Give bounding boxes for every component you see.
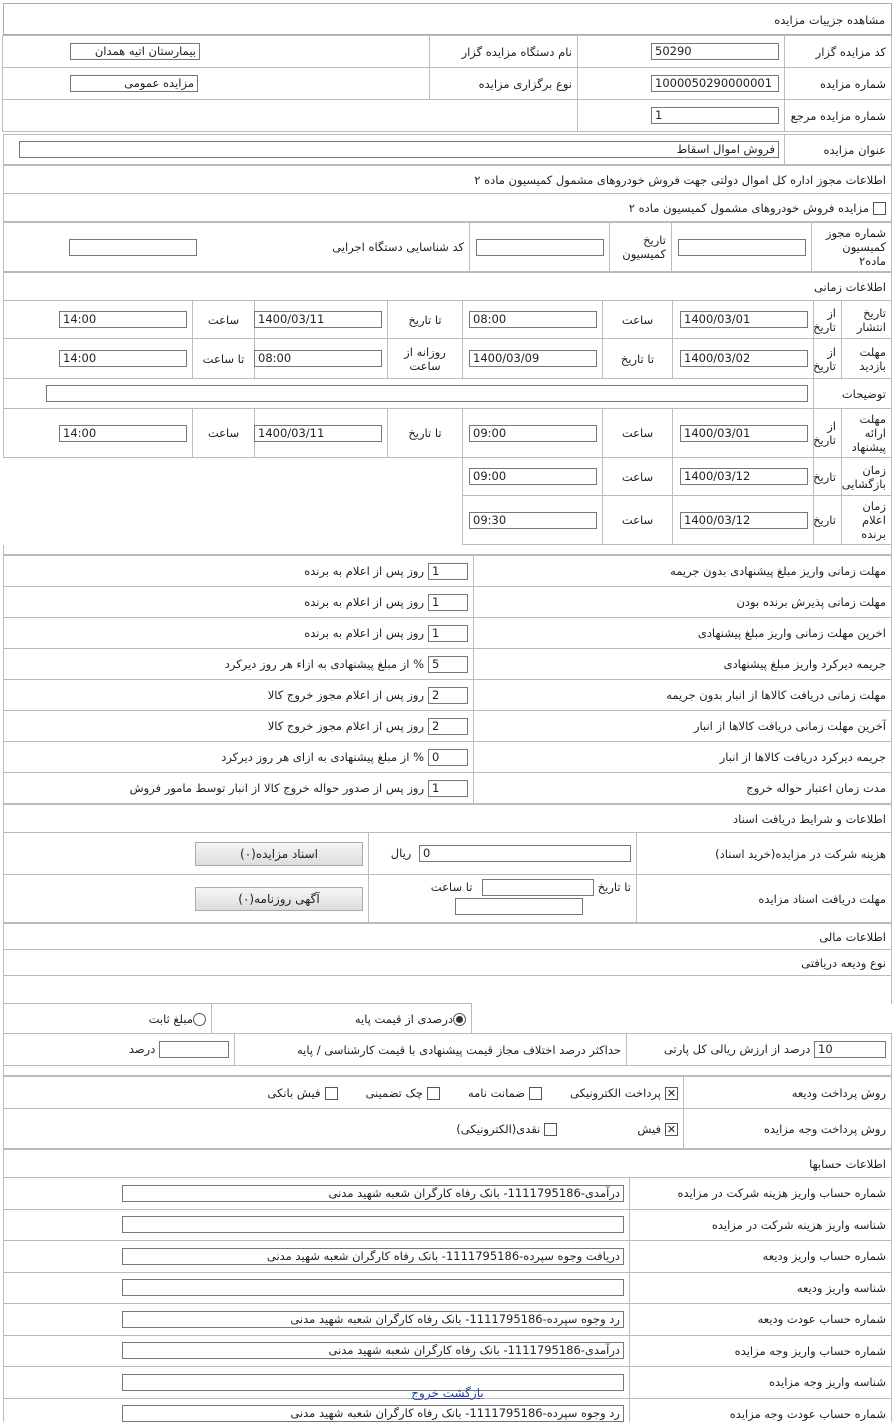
checkbox-icon[interactable] bbox=[544, 1123, 557, 1136]
visit-daily-label: روزانه از ساعت bbox=[388, 339, 463, 379]
visit-to-field[interactable]: 1400/03/09 bbox=[469, 350, 597, 367]
deadline-text: % از مبلغ پیشنهادی به ازاء هر روز دیرکرد bbox=[224, 656, 424, 671]
deadline-field[interactable]: 2 bbox=[428, 718, 468, 735]
winner-date-field[interactable]: 1400/03/12 bbox=[680, 512, 808, 529]
payment-option[interactable] bbox=[267, 1086, 337, 1100]
deadline-label: مهلت زمانی دریافت کالاها از انبار بدون جریمه bbox=[474, 680, 892, 711]
deadline-row bbox=[4, 711, 892, 742]
publish-to-label: تا تاریخ bbox=[388, 301, 463, 339]
accounts-table bbox=[3, 1149, 892, 1422]
percent-table bbox=[3, 1033, 892, 1066]
deadline-text: روز پس از صدور حواله خروج کالا از انبار توسط مامور فروش bbox=[129, 780, 424, 795]
account-label: شناسه واریز هزینه شرکت در مزایده bbox=[630, 1209, 892, 1241]
organizer-label: نام دستگاه مزایده گزار bbox=[430, 36, 578, 68]
deadline-label: اخرین مهلت زمانی واریز مبلغ پیشنهادی bbox=[474, 618, 892, 649]
publish-time-field[interactable]: 08:00 bbox=[469, 311, 597, 328]
visit-to-time-label: تا ساعت bbox=[193, 339, 255, 379]
offer-time-field[interactable]: 09:00 bbox=[469, 425, 597, 442]
account-row bbox=[4, 1304, 892, 1336]
checkbox-icon[interactable] bbox=[325, 1087, 338, 1100]
publish-time2-field[interactable]: 14:00 bbox=[59, 311, 187, 328]
winner-label: زمان اعلام برنده bbox=[842, 496, 892, 545]
checkbox-icon[interactable] bbox=[427, 1087, 440, 1100]
publish-time-label: ساعت bbox=[603, 301, 673, 339]
payment-option-label: چک تضمینی bbox=[365, 1085, 423, 1100]
page-title: مشاهده جزییات مزایده bbox=[3, 3, 892, 35]
docs-table bbox=[3, 804, 892, 923]
visit-to-label: تا تاریخ bbox=[603, 339, 673, 379]
newspaper-ad-button[interactable]: آگهی روزنامه(۰) bbox=[195, 887, 363, 911]
description-field[interactable] bbox=[46, 385, 808, 402]
checkbox-icon[interactable]: ✕ bbox=[666, 1086, 677, 1100]
account-field[interactable]: رد وجوه سپرده-1111795186- بانک رفاه کارگران شعبه شهید مدنی bbox=[122, 1311, 624, 1328]
account-row bbox=[4, 1241, 892, 1273]
vehicle-checkbox[interactable] bbox=[873, 202, 886, 215]
payment-option-label: ضمانت نامه bbox=[467, 1085, 526, 1100]
commission-date-field[interactable] bbox=[476, 239, 604, 256]
winner-time-field[interactable]: 09:30 bbox=[469, 512, 597, 529]
payment2-option-label: فیش bbox=[637, 1121, 661, 1136]
deadline-field[interactable]: 1 bbox=[428, 625, 468, 642]
offer-to-label: تا تاریخ bbox=[388, 409, 463, 458]
receive-label: مهلت دریافت اسناد مزایده bbox=[637, 875, 892, 923]
deadline-text: % از مبلغ پیشنهادی به ازای هر روز دیرکرد bbox=[221, 749, 424, 764]
tender-type-label: نوع برگزاری مزایده bbox=[430, 68, 578, 100]
deadline-value-cell bbox=[4, 556, 474, 587]
account-field[interactable] bbox=[122, 1216, 624, 1233]
license-info-heading: اطلاعات مجوز اداره کل اموال دولتی جهت فروش خودروهای مشمول کمیسیون ماده ۲ bbox=[4, 166, 892, 194]
account-row bbox=[4, 1209, 892, 1241]
finance-heading: اطلاعات مالی bbox=[4, 924, 892, 950]
deadline-field[interactable]: 1 bbox=[428, 563, 468, 580]
org-id-field[interactable] bbox=[69, 239, 197, 256]
percent-text: درصد از ارزش ریالی کل پارتی bbox=[663, 1042, 811, 1056]
deadline-value-cell bbox=[4, 649, 474, 680]
deadline-value-cell bbox=[4, 742, 474, 773]
publish-time2-label: ساعت bbox=[193, 301, 255, 339]
deadline-row bbox=[4, 773, 892, 804]
opening-date-field[interactable]: 1400/03/12 bbox=[680, 468, 808, 485]
opening-time-label: ساعت bbox=[603, 458, 673, 496]
offer-label: مهلت ارائه پیشنهاد bbox=[842, 409, 892, 458]
deadline-value-cell bbox=[4, 587, 474, 618]
time-table bbox=[3, 272, 892, 545]
organizer-field[interactable]: بیمارستان اتیه همدان bbox=[70, 43, 200, 60]
deadline-label: مهلت زمانی واریز مبلغ پیشنهادی بدون جریمه bbox=[474, 556, 892, 587]
winner-date-label: تاریخ bbox=[814, 496, 842, 545]
deadline-label: مدت زمان اعتبار حواله خروج bbox=[474, 773, 892, 804]
offer-to-field[interactable]: 1400/03/11 bbox=[254, 425, 382, 442]
tender-number-field[interactable]: 1000050290000001 bbox=[651, 75, 779, 92]
account-label: شناسه واریز وجه مزایده bbox=[630, 1367, 892, 1399]
account-label: شماره حساب واریز هزینه شرکت در مزایده bbox=[630, 1178, 892, 1210]
deposit-type-label: نوع ودیعه دریافتی bbox=[4, 950, 892, 976]
receive-to-time-field[interactable] bbox=[455, 898, 583, 915]
account-label: شماره حساب واریز وجه مزایده bbox=[630, 1335, 892, 1367]
account-field[interactable]: درآمدی-1111795186- بانک رفاه کارگران شعبه شهید مدنی bbox=[122, 1185, 624, 1202]
payment-option-label: فیش بانکی bbox=[267, 1085, 321, 1100]
opening-date-label: تاریخ bbox=[814, 458, 842, 496]
tender-code-label: کد مزایده گزار bbox=[785, 36, 892, 68]
fee-unit: ریال bbox=[390, 846, 412, 860]
title-table bbox=[3, 134, 892, 165]
title-label: عنوان مزایده bbox=[785, 135, 892, 165]
finance-table bbox=[3, 923, 892, 976]
deadline-value-cell bbox=[4, 618, 474, 649]
opening-label: زمان بازگشایی bbox=[842, 458, 892, 496]
back-exit-link[interactable]: بازگشت خروج bbox=[411, 1386, 484, 1400]
visit-daily-field[interactable]: 08:00 bbox=[254, 350, 382, 367]
offer-time2-field[interactable]: 14:00 bbox=[59, 425, 187, 442]
deadline-label: جریمه دیرکرد دریافت کالاها از انبار bbox=[474, 742, 892, 773]
deadline-field[interactable]: 1 bbox=[428, 594, 468, 611]
deadline-label: مهلت زمانی پذیرش برنده بودن bbox=[474, 587, 892, 618]
ref-number-field[interactable]: 1 bbox=[651, 107, 779, 124]
account-row bbox=[4, 1178, 892, 1210]
deadline-field[interactable]: 0 bbox=[428, 749, 468, 766]
max-diff-field[interactable] bbox=[159, 1041, 229, 1058]
deadline-field[interactable]: 5 bbox=[428, 656, 468, 673]
winner-time-label: ساعت bbox=[603, 496, 673, 545]
fee-field[interactable]: 0 bbox=[419, 845, 631, 862]
account-label: شماره حساب عودت ودیعه bbox=[630, 1304, 892, 1336]
checkbox-icon[interactable] bbox=[529, 1087, 542, 1100]
deadline-label: جریمه دیرکرد واریز مبلغ پیشنهادی bbox=[474, 649, 892, 680]
payment-table bbox=[3, 1076, 892, 1149]
receive-to-date-label: تا تاریخ bbox=[597, 880, 631, 894]
deadline-row bbox=[4, 649, 892, 680]
receive-to-time-label: تا ساعت bbox=[430, 880, 473, 894]
deadline-field[interactable]: 2 bbox=[428, 687, 468, 704]
account-label: شناسه واریز ودیعه bbox=[630, 1272, 892, 1304]
payment-option[interactable] bbox=[366, 1086, 440, 1100]
deadline-text: روز پس از اعلام به برنده bbox=[304, 625, 424, 640]
publish-from-label: از تاریخ bbox=[814, 301, 842, 339]
deadline-value-cell bbox=[4, 711, 474, 742]
percent-field[interactable]: 10 bbox=[814, 1041, 886, 1058]
deadline-text: روز پس از اعلام مجوز خروج کالا bbox=[267, 718, 424, 733]
opening-time-field[interactable]: 09:00 bbox=[469, 468, 597, 485]
deadline-text: روز پس از اعلام مجوز خروج کالا bbox=[267, 687, 424, 702]
exit-link[interactable] bbox=[0, 1386, 895, 1400]
receive-to-date-field[interactable] bbox=[482, 879, 594, 896]
payment-option[interactable] bbox=[570, 1086, 678, 1100]
accounts-heading: اطلاعات حسابها bbox=[4, 1150, 892, 1178]
org-id-label: کد شناسایی دستگاه اجرایی bbox=[255, 223, 470, 272]
deadline-field[interactable]: 1 bbox=[428, 780, 468, 797]
tender-type-field[interactable]: مزایده عمومی bbox=[70, 75, 198, 92]
payment-option-label: پرداخت الکترونیکی bbox=[570, 1085, 661, 1100]
max-diff-unit: درصد bbox=[128, 1042, 156, 1056]
deadline-row bbox=[4, 680, 892, 711]
account-row bbox=[4, 1398, 892, 1422]
account-label: شماره حساب عودت وجه مزایده bbox=[630, 1398, 892, 1422]
account-field[interactable]: رد وجوه سپرده-1111795186- بانک رفاه کارگران شعبه شهید مدنی bbox=[122, 1405, 624, 1422]
general-info-table bbox=[2, 35, 892, 132]
deadline-row bbox=[4, 618, 892, 649]
fixed-radio-label: مبلغ ثابت bbox=[148, 1011, 193, 1026]
vehicle-checkbox-label: مزایده فروش خودروهای مشمول کمیسیون ماده ۲ bbox=[628, 200, 869, 215]
payment-label: روش پرداخت ودیعه bbox=[684, 1077, 892, 1109]
deadline-text: روز پس از اعلام به برنده bbox=[304, 563, 424, 578]
publish-from-field[interactable]: 1400/03/01 bbox=[680, 311, 808, 328]
publish-to-field[interactable]: 1400/03/11 bbox=[254, 311, 382, 328]
payment2-option[interactable] bbox=[456, 1122, 557, 1136]
visit-from-label: از تاریخ bbox=[814, 339, 842, 379]
account-field[interactable]: دریافت وجوه سپرده-1111795186- بانک رفاه کارگران شعبه شهید مدنی bbox=[122, 1248, 624, 1265]
tender-number-label: شماره مزایده bbox=[785, 68, 892, 100]
title-field[interactable]: فروش اموال اسقاط bbox=[19, 141, 779, 158]
offer-from-field[interactable]: 1400/03/01 bbox=[680, 425, 808, 442]
fee-label: هزینه شرکت در مزایده(خرید اسناد) bbox=[637, 833, 892, 875]
ref-number-label: شماره مزایده مرجع bbox=[785, 100, 892, 132]
offer-time-label: ساعت bbox=[603, 409, 673, 458]
tender-docs-button[interactable]: اسناد مزایده(۰) bbox=[195, 842, 363, 866]
account-label: شماره حساب واریز ودیعه bbox=[630, 1241, 892, 1273]
offer-from-label: از تاریخ bbox=[814, 409, 842, 458]
visit-label: مهلت بازدید bbox=[842, 339, 892, 379]
percent-radio-label: درصدی از قیمت پایه bbox=[354, 1011, 453, 1026]
account-field[interactable]: درآمدی-1111795186- بانک رفاه کارگران شعبه شهید مدنی bbox=[122, 1342, 624, 1359]
license-table bbox=[3, 165, 892, 222]
deadline-text: روز پس از اعلام به برنده bbox=[304, 594, 424, 609]
offer-time2-label: ساعت bbox=[193, 409, 255, 458]
payment2-label: روش پرداخت وجه مزایده bbox=[684, 1109, 892, 1149]
deadline-value-cell bbox=[4, 680, 474, 711]
payment2-option[interactable] bbox=[637, 1122, 678, 1136]
publish-label: تاریخ انتشار bbox=[842, 301, 892, 339]
fixed-radio[interactable] bbox=[193, 1013, 206, 1026]
description-label: توضیحات bbox=[814, 379, 892, 409]
deadline-value-cell bbox=[4, 773, 474, 804]
deadline-row bbox=[4, 556, 892, 587]
deposit-table bbox=[3, 975, 892, 1034]
account-field[interactable] bbox=[122, 1279, 624, 1296]
commission-number-label: شماره مجوز کمیسیون ماده۲ bbox=[812, 223, 892, 272]
commission-date-label: تاریخ کمیسیون bbox=[610, 223, 672, 272]
percent-radio[interactable] bbox=[453, 1013, 466, 1026]
payment2-option-label: نقدی(الکترونیکی) bbox=[456, 1121, 541, 1136]
visit-from-field[interactable]: 1400/03/02 bbox=[680, 350, 808, 367]
deadline-row bbox=[4, 587, 892, 618]
deadline-table bbox=[3, 555, 892, 804]
deadline-row bbox=[4, 742, 892, 773]
docs-info-heading: اطلاعات و شرایط دریافت اسناد bbox=[4, 805, 892, 833]
commission-table bbox=[3, 222, 892, 272]
account-row bbox=[4, 1335, 892, 1367]
max-diff-label: حداکثر درصد اختلاف مجاز قیمت پیشنهادی با قیمت کارشناسی / پایه bbox=[235, 1034, 627, 1066]
tender-code-field[interactable]: 50290 bbox=[651, 43, 779, 60]
checkbox-icon[interactable]: ✕ bbox=[666, 1122, 677, 1136]
commission-number-field[interactable] bbox=[678, 239, 806, 256]
time-info-heading: اطلاعات زمانی bbox=[4, 273, 892, 301]
deadline-label: آخرین مهلت زمانی دریافت کالاها از انبار bbox=[474, 711, 892, 742]
payment-option[interactable] bbox=[468, 1086, 542, 1100]
account-row bbox=[4, 1272, 892, 1304]
visit-to-time-field[interactable]: 14:00 bbox=[59, 350, 187, 367]
